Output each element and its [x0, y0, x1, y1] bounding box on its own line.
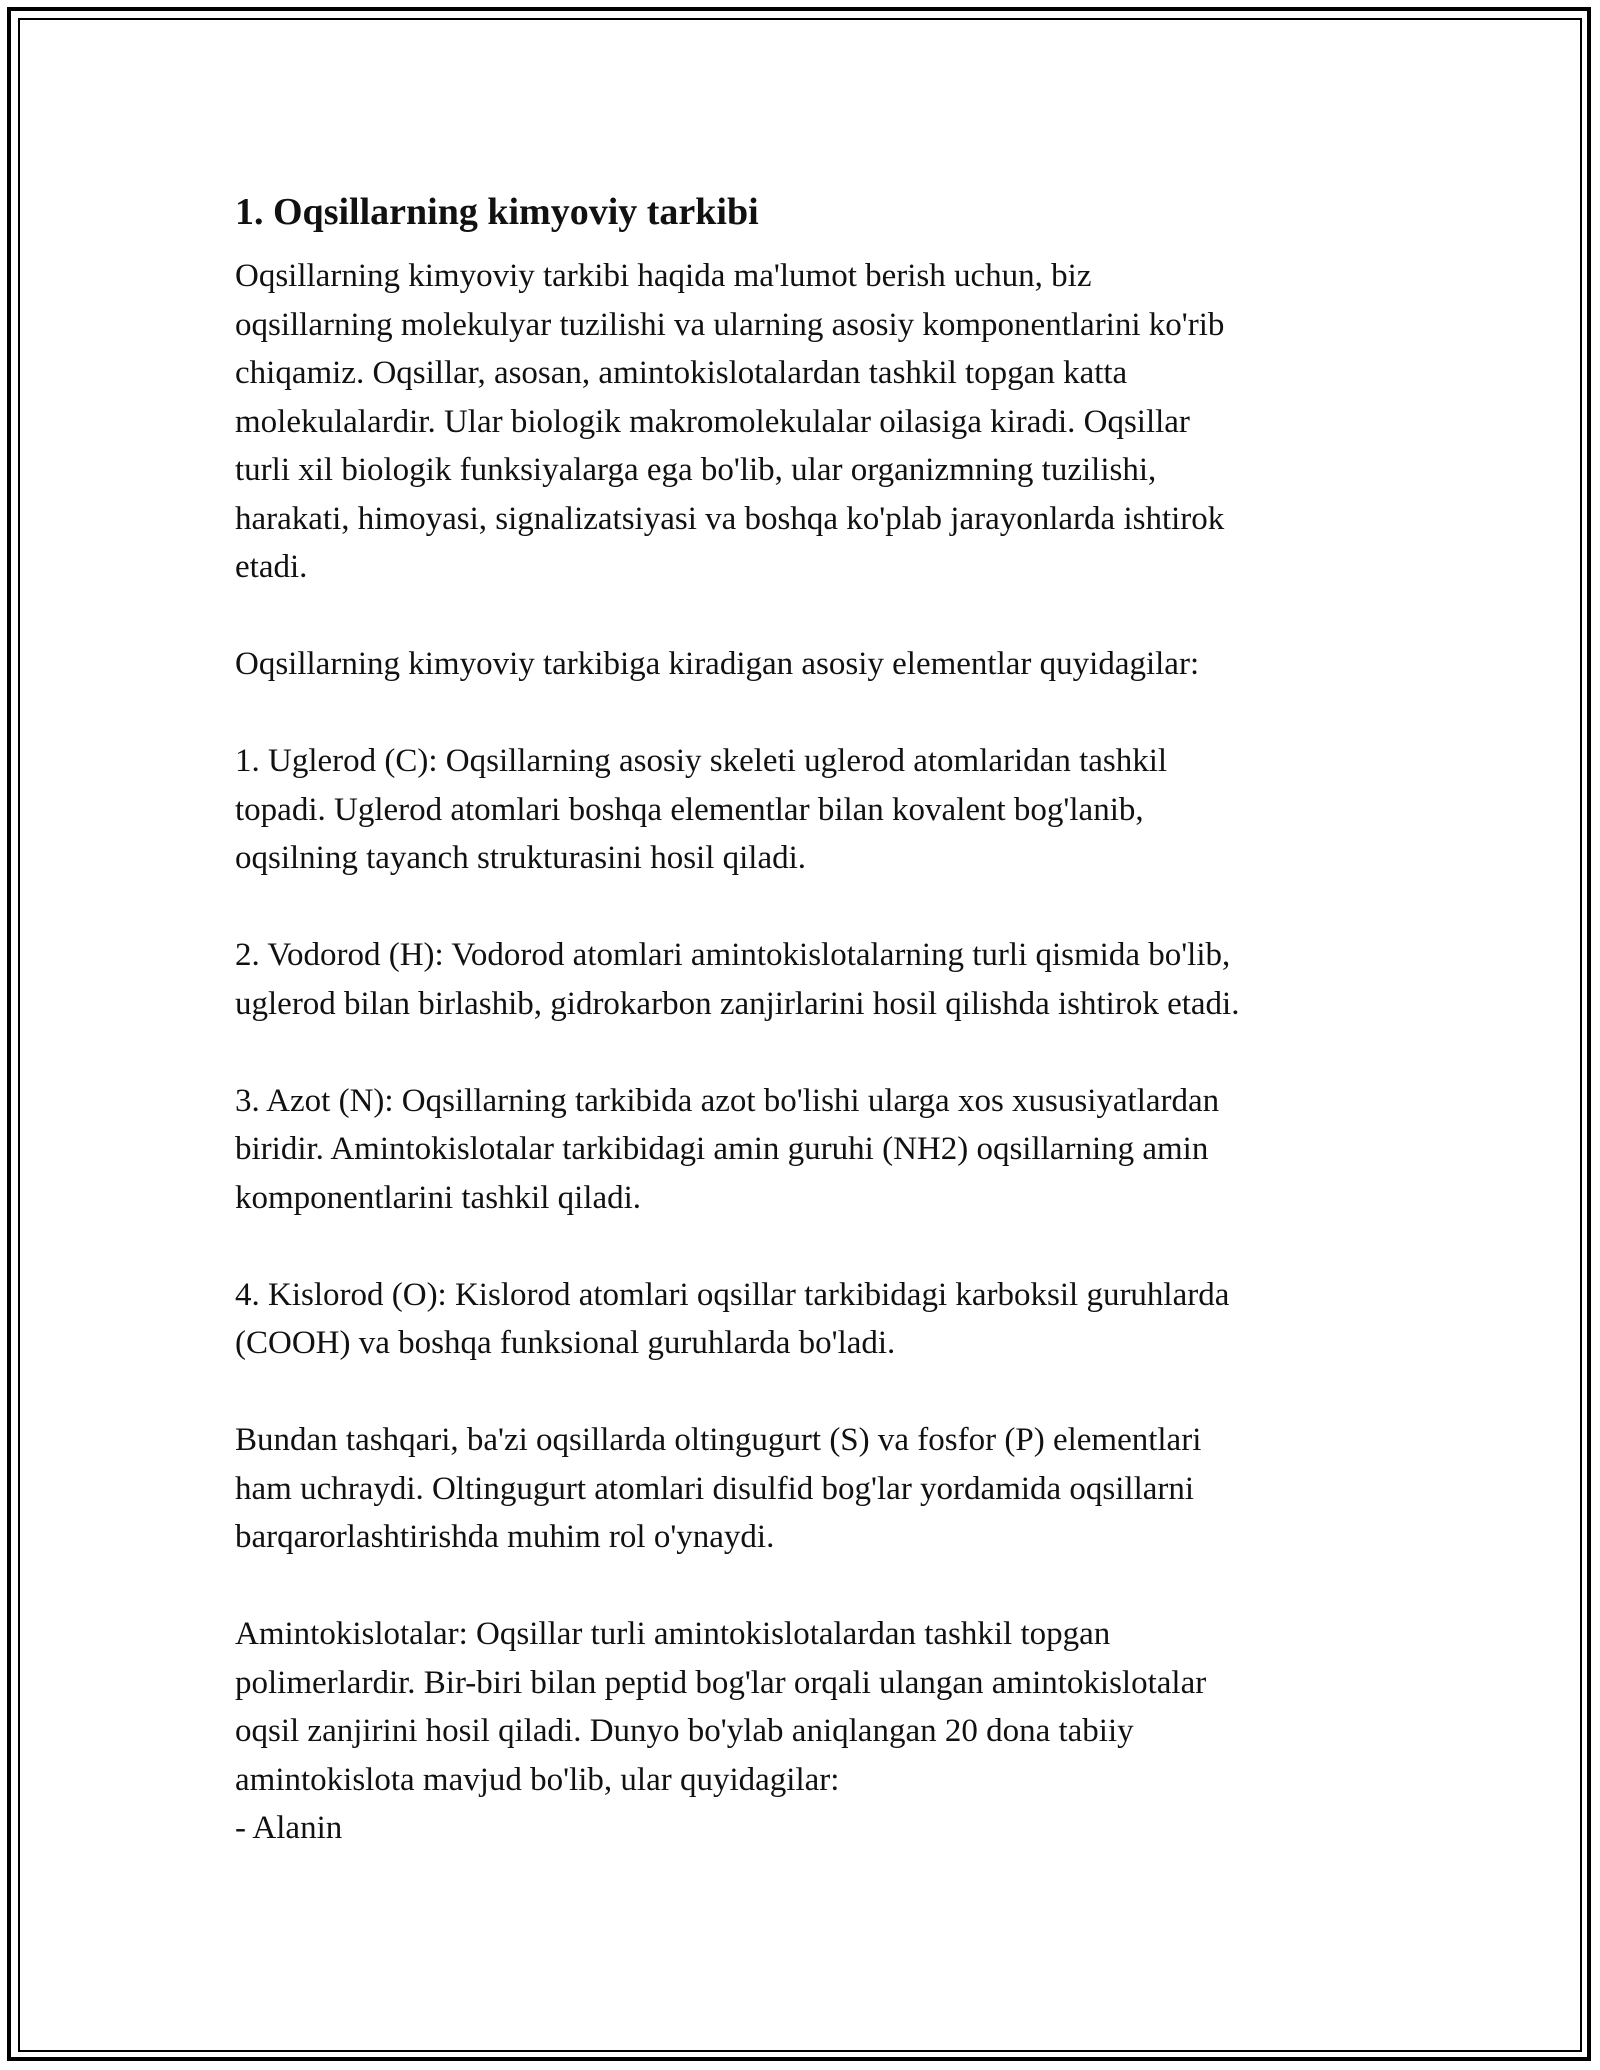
amino-acids-paragraph: Amintokislotalar: Oqsillar turli amintokislotalardan tashkil topgan polimerlardir. Bir-biri bilan peptid bog'lar orqali ulangan amintokislotalar oqsil zanjirini hosil qiladi. Dunyo bo'ylab aniqlangan 20 dona tabiiy amintokislota mavjud bo'lib, ular quyidagilar: — [235, 1616, 1207, 1798]
intro-paragraph: Oqsillarning kimyoviy tarkibi haqida ma'lumot berish uchun, biz oqsillarning molekulyar tuzilishi va ularning asosiy komponentlarini ko'rib chiqamiz. Oqsillar, asosan, amintokislotalardan tashkil topgan katta molekulalardir. Ular biologik makromolekulalar oilasiga kiradi. Oqsillar turli xil biologik funksiyalarga ega bo'lib, ular organizmning tuzilishi, harakati, himoyasi, signalizatsiyasi va boshqa ko'plab jarayonlarda ishtirok etadi. — [235, 258, 1225, 585]
list-item: - Alanin — [235, 1810, 343, 1846]
sulfur-phosphorus-paragraph: Bundan tashqari, ba'zi oqsillarda oltingugurt (S) va fosfor (P) elementlari ham uchraydi. Oltingugurt atomlari disulfid bog'lar yordamida oqsillarni barqarorlashtirishda muhim rol o'ynaydi. — [235, 1422, 1202, 1555]
document-body — [235, 184, 1365, 1853]
hydrogen-paragraph: 2. Vodorod (H): Vodorod atomlari amintokislotalarning turli qismida bo'lib, uglerod bilan birlashib, gidrokarbon zanjirlarini hosil qilishda ishtirok etadi. — [235, 937, 1240, 1022]
elements-intro-paragraph: Oqsillarning kimyoviy tarkibiga kiradigan asosiy elementlar quyidagilar: — [235, 646, 1200, 682]
oxygen-paragraph: 4. Kislorod (O): Kislorod atomlari oqsillar tarkibidagi karboksil guruhlarda (COOH) va boshqa funksional guruhlarda bo'ladi. — [235, 1276, 1230, 1361]
section-heading: 1. Oqsillarning kimyoviy tarkibi — [235, 191, 759, 233]
carbon-paragraph: 1. Uglerod (C): Oqsillarning asosiy skeleti uglerod atomlaridan tashkil topadi. Uglerod atomlari boshqa elementlar bilan kovalent bog'lanib, oqsilning tayanch strukturasini hosil qiladi. — [235, 743, 1168, 876]
nitrogen-paragraph: 3. Azot (N): Oqsillarning tarkibida azot bo'lishi ularga xos xususiyatlardan biridir. Amintokislotalar tarkibidagi amin guruhi (NH2) oqsillarning amin komponentlarini tashkil qiladi. — [235, 1082, 1220, 1216]
